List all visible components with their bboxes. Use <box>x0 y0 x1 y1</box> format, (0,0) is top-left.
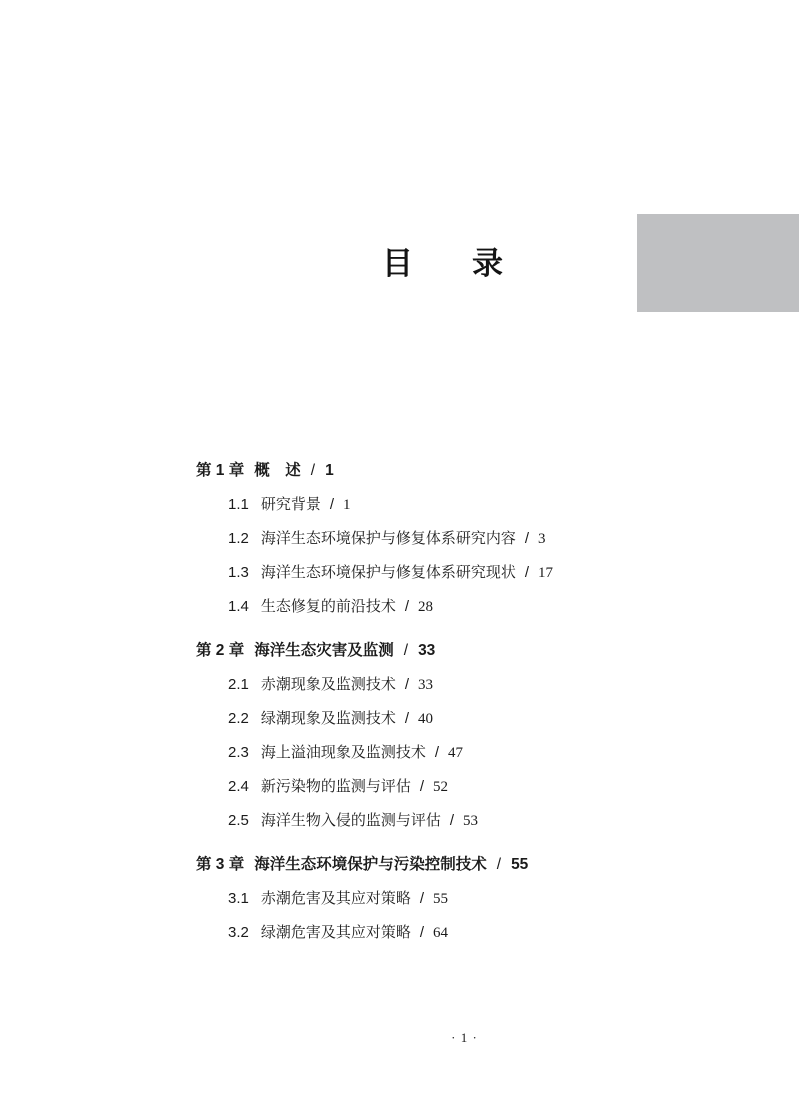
toc-section-entry[interactable] <box>196 775 756 796</box>
toc-entry-number: 1.3 <box>228 564 249 581</box>
toc-entry-separator: / <box>404 710 410 727</box>
toc-entry-separator: / <box>419 924 425 941</box>
toc-entry-page-number: 53 <box>463 813 479 829</box>
toc-entry-label: 海洋生物入侵的监测与评估 <box>260 812 441 829</box>
toc-section-entry[interactable] <box>196 921 756 942</box>
toc-entry-separator: / <box>404 598 410 615</box>
toc-entry-page-number: 52 <box>433 779 449 795</box>
toc-entry-page-number: 55 <box>433 891 449 907</box>
toc-entry-number: 第 3 章 <box>196 856 245 873</box>
toc-entry-separator: / <box>403 642 409 659</box>
toc-entry-separator: / <box>419 890 425 907</box>
toc-section-entry[interactable] <box>196 741 756 762</box>
toc-entry-label: 海上溢油现象及监测技术 <box>260 744 426 761</box>
toc-entry-number: 1.2 <box>228 530 249 547</box>
toc-entry-page-number: 33 <box>418 642 436 659</box>
toc-entry-separator: / <box>310 462 316 479</box>
toc-entry-label: 赤潮现象及监测技术 <box>260 676 396 693</box>
toc-entry-label: 绿潮危害及其应对策略 <box>260 924 411 941</box>
toc-entry-page-number: 1 <box>343 497 351 513</box>
toc-section-entry[interactable] <box>196 673 756 694</box>
toc-entry-number: 3.2 <box>228 924 249 941</box>
toc-entry-label: 海洋生态灾害及监测 <box>254 642 394 659</box>
page-title: 目 录 <box>382 246 517 281</box>
toc-entry-page-number: 17 <box>538 565 554 581</box>
toc-entry-number: 第 1 章 <box>196 462 245 479</box>
toc-entry-label: 绿潮现象及监测技术 <box>260 710 396 727</box>
toc-entry-separator: / <box>404 676 410 693</box>
toc-entry-page-number: 1 <box>325 462 334 479</box>
toc-entry-label: 赤潮危害及其应对策略 <box>260 890 411 907</box>
toc-section-entry[interactable] <box>196 595 756 616</box>
toc-entry-number: 1.1 <box>228 496 249 513</box>
toc-entry-separator: / <box>524 564 530 581</box>
footer-page-number: · 1 · <box>451 1030 478 1045</box>
toc-entry-page-number: 28 <box>418 599 434 615</box>
toc-entry-page-number: 33 <box>418 677 434 693</box>
toc-entry-number: 2.1 <box>228 676 249 693</box>
toc-entry-number: 第 2 章 <box>196 642 245 659</box>
toc-entry-label: 概 述 <box>254 462 301 479</box>
toc-entry-separator: / <box>449 812 455 829</box>
toc-entry-label: 新污染物的监测与评估 <box>260 778 411 795</box>
toc-entry-page-number: 47 <box>448 745 464 761</box>
toc-entry-number: 2.5 <box>228 812 249 829</box>
toc-section-entry[interactable] <box>196 561 756 582</box>
toc-entry-separator: / <box>329 496 335 513</box>
toc-chapter-entry[interactable] <box>196 638 756 660</box>
toc-section-entry[interactable] <box>196 493 756 514</box>
toc-entry-page-number: 64 <box>433 925 449 941</box>
toc-chapter-entry[interactable] <box>196 458 756 480</box>
toc-entry-label: 海洋生态环境保护与污染控制技术 <box>254 856 487 873</box>
toc-section-entry[interactable] <box>196 809 756 830</box>
toc-chapter-entry[interactable] <box>196 852 756 874</box>
toc-entry-number: 2.4 <box>228 778 249 795</box>
toc-entry-number: 2.2 <box>228 710 249 727</box>
toc-entry-separator: / <box>434 744 440 761</box>
toc-section-entry[interactable] <box>196 887 756 908</box>
toc-entry-label: 海洋生态环境保护与修复体系研究现状 <box>260 564 516 581</box>
toc-entry-page-number: 3 <box>538 531 546 547</box>
toc-entry-label: 生态修复的前沿技术 <box>260 598 396 615</box>
toc-entry-page-number: 55 <box>511 856 529 873</box>
toc-entry-separator: / <box>419 778 425 795</box>
table-of-contents <box>196 458 756 942</box>
toc-entry-number: 3.1 <box>228 890 249 907</box>
toc-entry-page-number: 40 <box>418 711 434 727</box>
toc-entry-separator: / <box>496 856 502 873</box>
toc-entry-label: 海洋生态环境保护与修复体系研究内容 <box>260 530 516 547</box>
toc-entry-number: 2.3 <box>228 744 249 761</box>
toc-entry-label: 研究背景 <box>260 496 321 513</box>
toc-entry-separator: / <box>524 530 530 547</box>
toc-section-entry[interactable] <box>196 707 756 728</box>
toc-entry-number: 1.4 <box>228 598 249 615</box>
toc-section-entry[interactable] <box>196 527 756 548</box>
